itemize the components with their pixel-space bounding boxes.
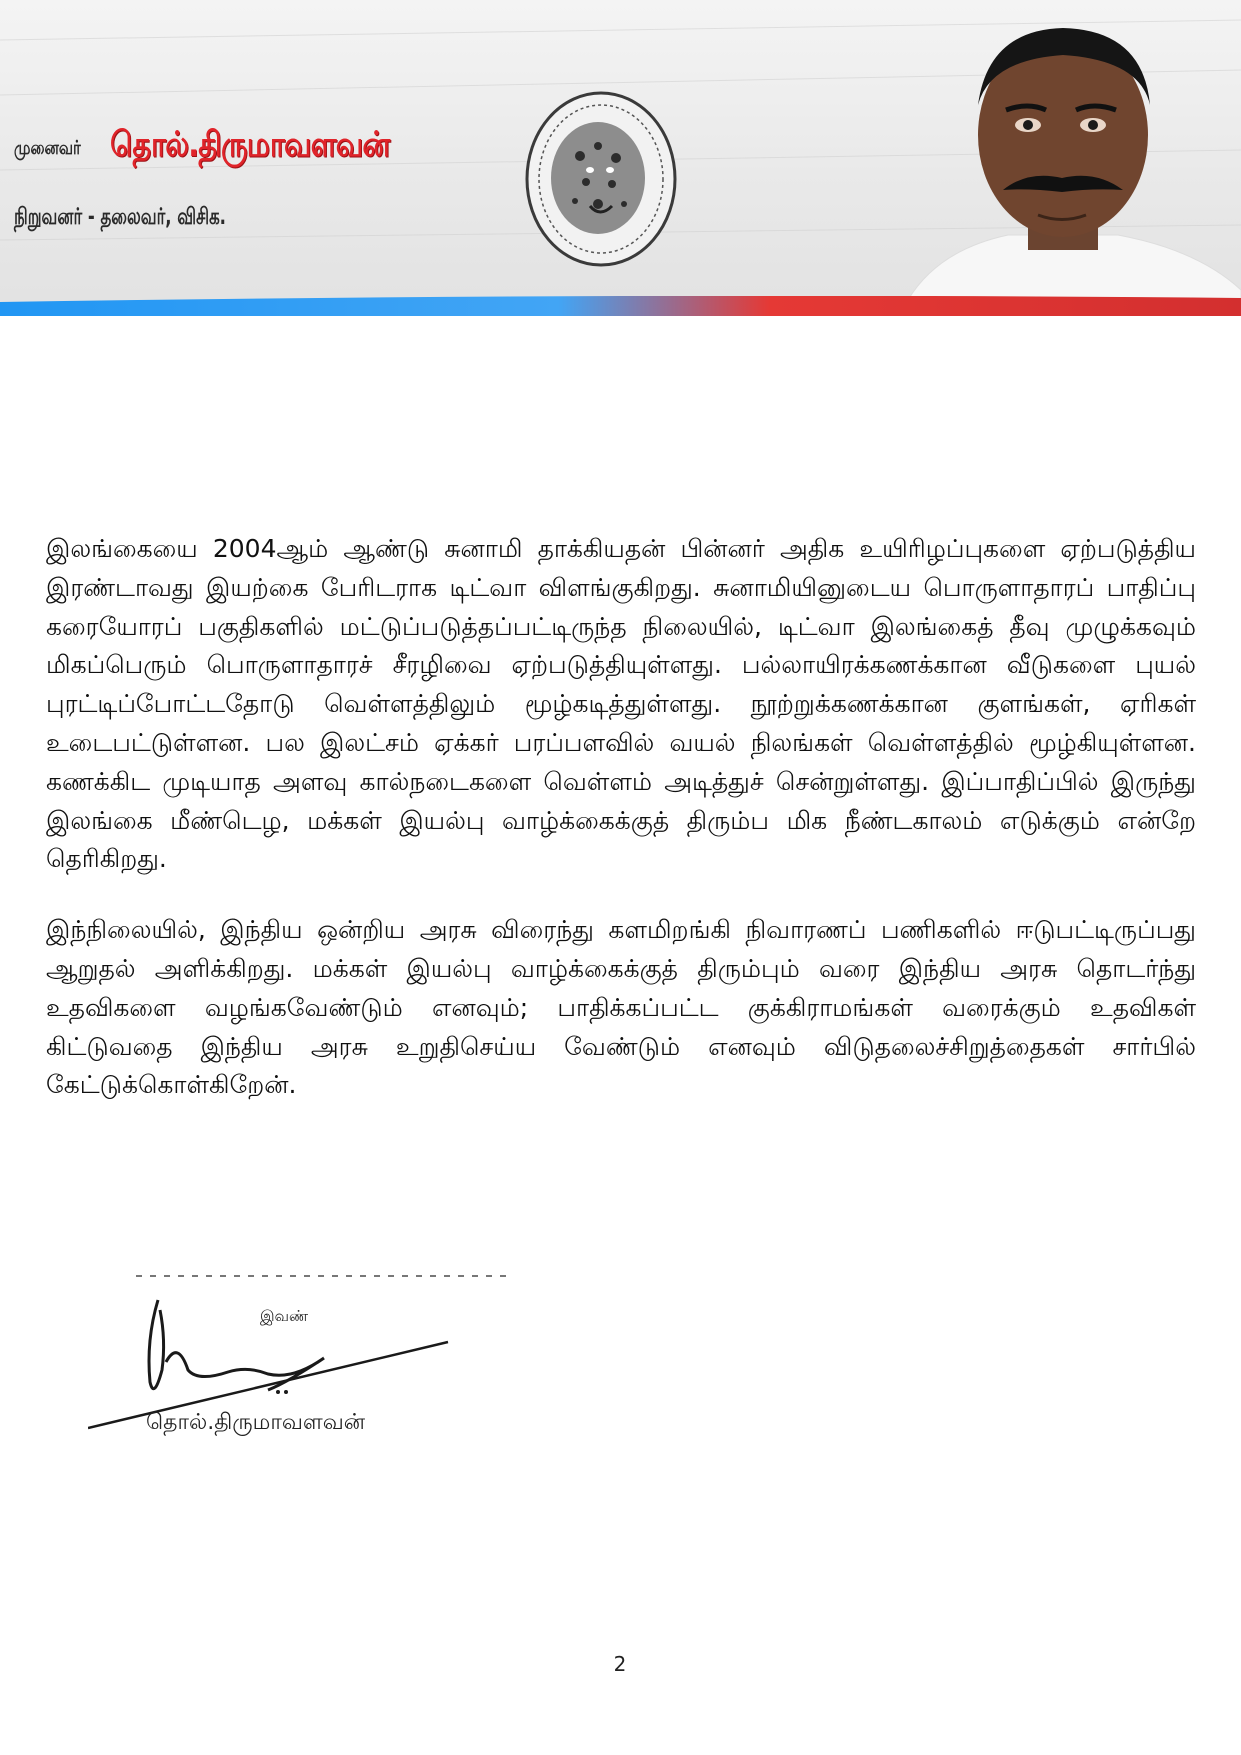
header-color-stripe xyxy=(0,296,1241,316)
letter-body xyxy=(46,530,1196,1137)
paragraph-1: இலங்கையை 2004ஆம் ஆண்டு சுனாமி தாக்கியதன் பின்னர் அதிக உயிரிழப்புகளை ஏற்படுத்திய இரண்டாவது இயற்கை பேரிடராக டிட்வா விளங்குகிறது. சுனாமியினுடைய பொருளாதாரப் பாதிப்பு கரையோரப் பகுதிகளில் மட்டுப்படுத்தப்பட்டிருந்த நிலையில், டிட்வா இலங்கைத் தீவு முழுக்கவும் மிகப்பெரும் பொருளாதாரச் சீரழிவை ஏற்படுத்தியுள்ளது. பல்லாயிரக்கணக்கான வீடுகளை புயல் புரட்டிப்போட்டதோடு வெள்ளத்திலும் மூழ்கடித்துள்ளது. நூற்றுக்கணக்கான குளங்கள், ஏரிகள் உடைபட்டுள்ளன. பல இலட்சம் ஏக்கர் பரப்பளவில் வயல் நிலங்கள் வெள்ளத்தில் மூழ்கியுள்ளன. கணக்கிட முடியாத அளவு கால்நடைகளை வெள்ளம் அடித்துச் சென்றுள்ளது. இப்பாதிப்பில் இருந்து இலங்கை மீண்டெழ, மக்கள் இயல்பு வாழ்க்கைக்குத் திரும்ப மிக நீண்டகாலம் எடுக்கும் என்றே தெரிகிறது. xyxy=(46,534,1197,874)
leader-portrait xyxy=(878,10,1241,300)
title-prefix: முனைவர் xyxy=(14,137,81,159)
leopard-emblem-icon xyxy=(520,86,682,272)
signature-label: இவண் xyxy=(260,1307,309,1325)
leader-name-title: தொல்.திருமாவளவன் xyxy=(110,125,390,165)
page-number: 2 xyxy=(613,1652,627,1676)
leader-designation: நிறுவனர் - தலைவர், விசிக. xyxy=(14,204,226,230)
letterhead xyxy=(0,0,1241,316)
paragraph-2: இந்நிலையில், இந்திய ஒன்றிய அரசு விரைந்து களமிறங்கி நிவாரணப் பணிகளில் ஈடுபட்டிருப்பது ஆறுதல் அளிக்கிறது. மக்கள் இயல்பு வாழ்க்கைக்குத் திரும்பும் வரை இந்திய அரசு தொடர்ந்து உதவிகளை வழங்கவேண்டும் எனவும்; பாதிக்கப்பட்ட குக்கிராமங்கள் வரைக்கும் உதவிகள் கிட்டுவதை இந்திய அரசு உறுதிசெய்ய வேண்டும் எனவும் விடுதலைச்சிறுத்தைகள் சார்பில் கேட்டுக்கொள்கிறேன். xyxy=(46,915,1196,1100)
signatory-name: தொல்.திருமாவளவன் xyxy=(146,1410,366,1435)
